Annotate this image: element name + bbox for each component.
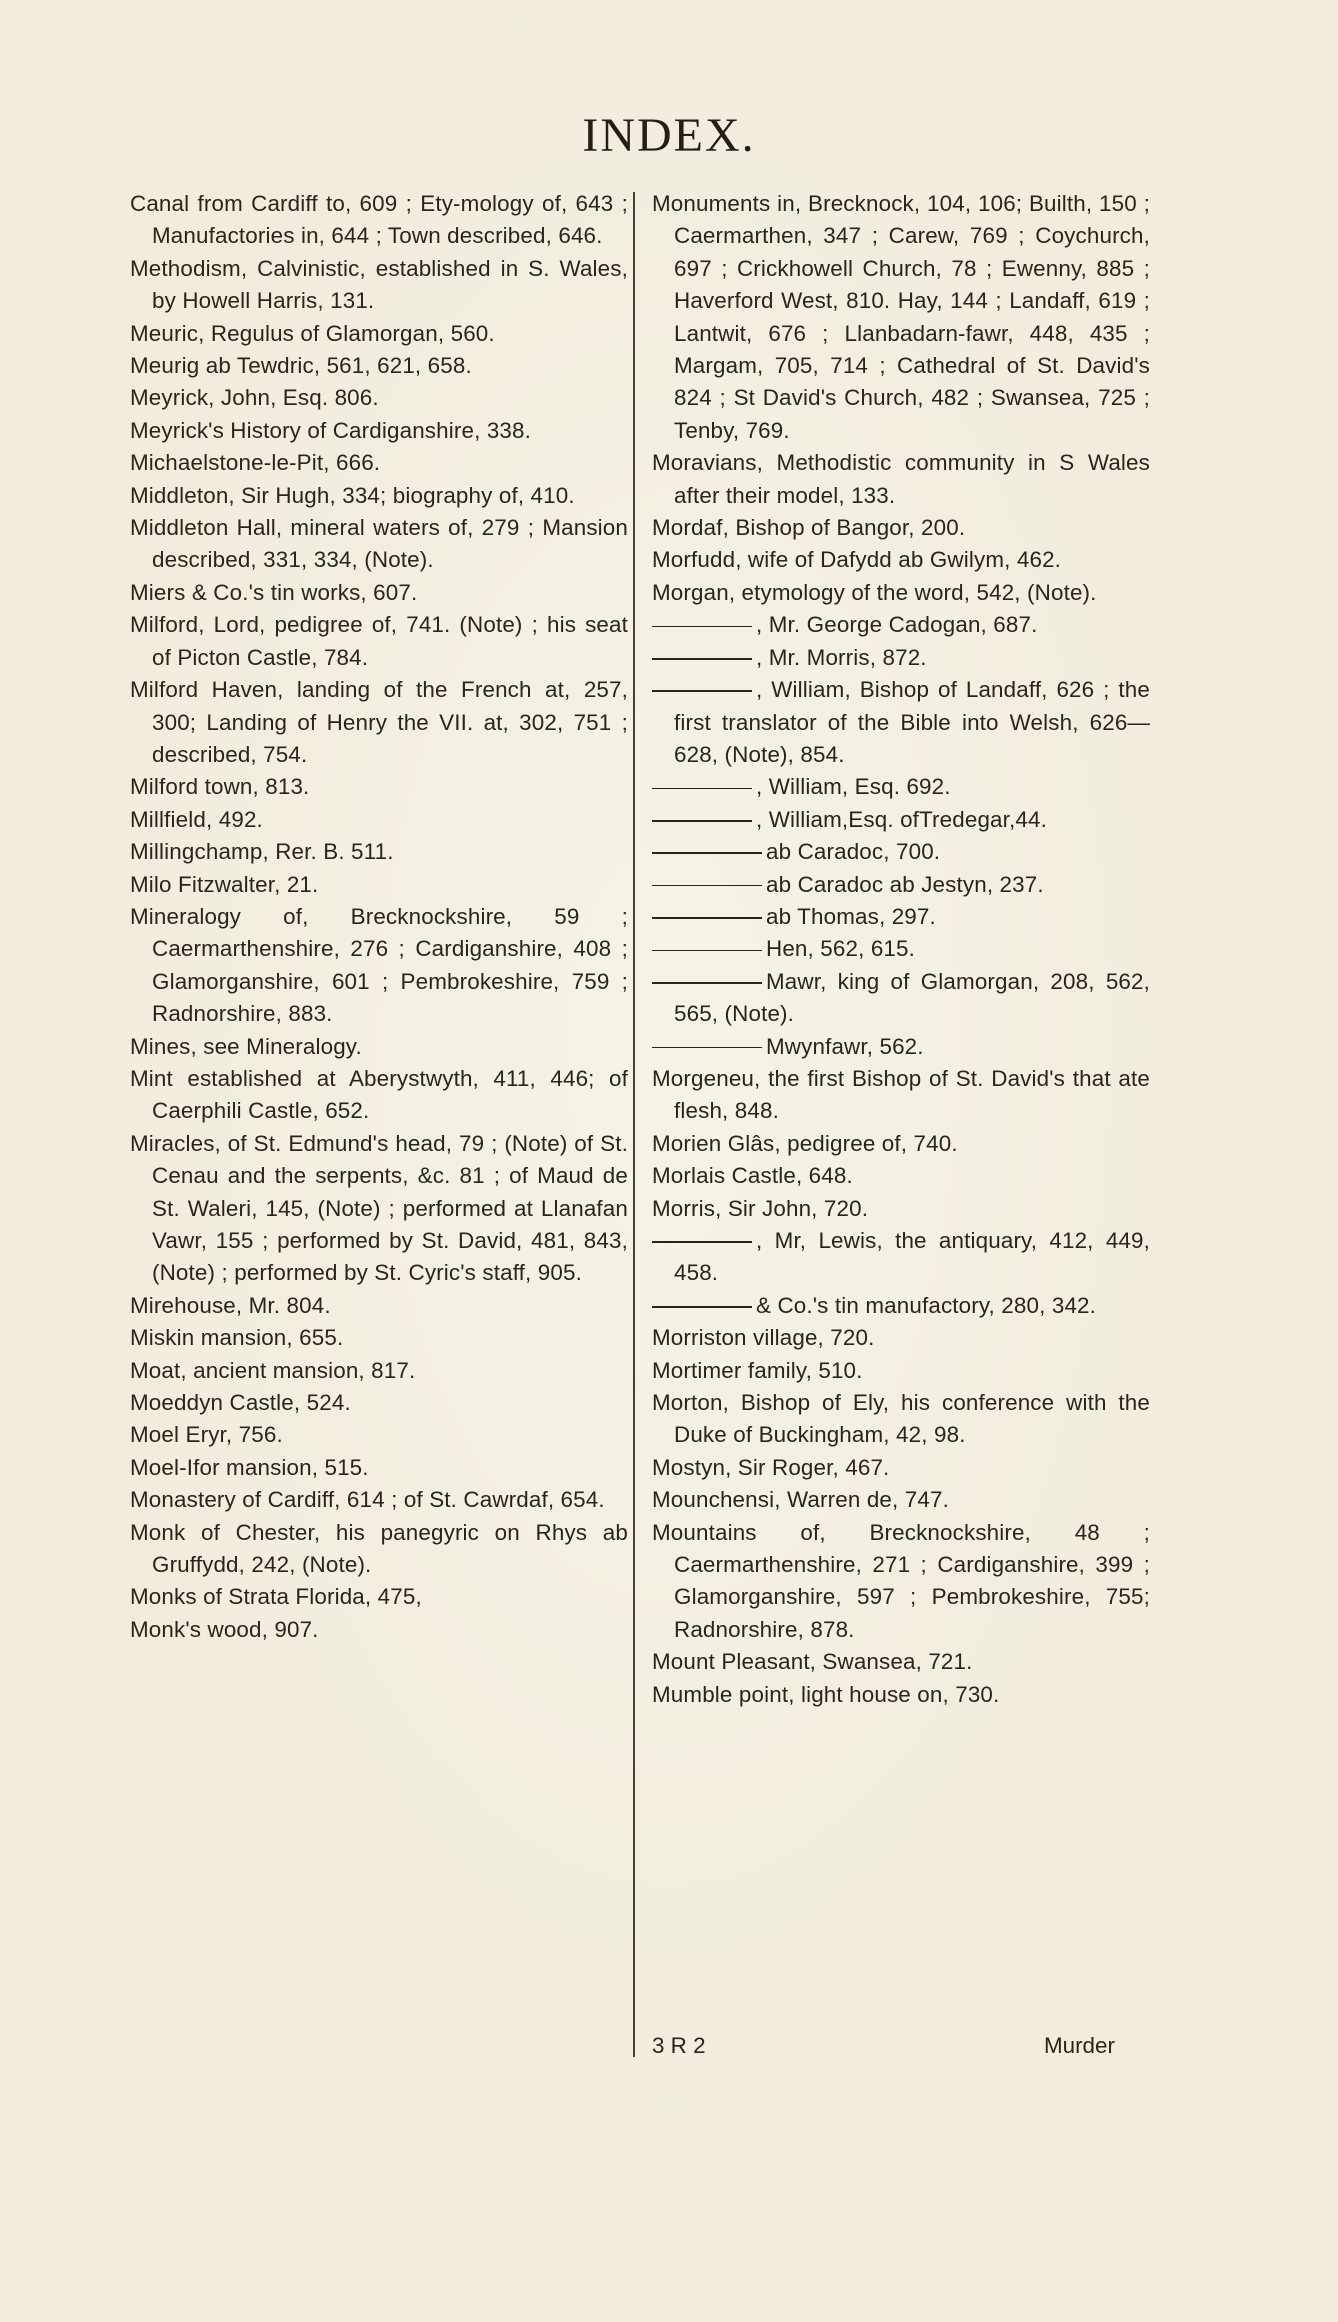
ditto-dash [652,950,762,952]
ditto-dash [652,1306,752,1308]
index-subentry [652,836,1150,868]
index-subentry [652,1225,1150,1290]
index-entry: Meuric, Regulus of Glamorgan, 560. [130,320,495,346]
index-entry [652,1063,1150,1128]
entry-text: Moravians, Methodistic community in S Wales after their model, 133. [652,450,1150,508]
index-entry: Meyrick, John, Esq. 806. [130,385,379,411]
index-entry: Monastery of Cardiff, 614 ; of St. Cawrdaf, 654. [130,1487,605,1513]
index-entry: Miskin mansion, 655. [130,1325,344,1351]
index-entry: Miers & Co.'s tin works, 607. [130,579,418,605]
entry-text: Mortimer family, 510. [652,1357,863,1383]
index-entry [652,1128,1150,1160]
entry-text: ab Thomas, 297. [766,903,936,929]
index-entry: Milford town, 813. [130,774,310,800]
index-entry: Middleton Hall, mineral waters of, 279 ; Mansion described, 331, 334, (Note). [130,515,628,573]
entry-text: Morton, Bishop of Ely, his conference with the Duke of Buckingham, 42, 98. [652,1390,1150,1448]
index-subentry [652,642,1150,674]
index-entry: Milford Haven, landing of the French at, 257, 300; Landing of Henry the VII. at, 302, 751 ; described, 754. [130,677,628,767]
index-entry: Moat, ancient mansion, 817. [130,1357,416,1383]
index-entry: Methodism, Calvinistic, established in S. Wales, by Howell Harris, 131. [130,255,628,314]
index-entry [652,544,1150,576]
index-entry [652,577,1150,609]
right-index-column [652,188,1150,1711]
index-entry: Millfield, 492. [130,806,263,832]
entry-text: Morien Glâs, pedigree of, 740. [652,1130,958,1156]
ditto-dash [652,917,762,919]
entry-text: Mumble point, light house on, 730. [652,1681,1000,1707]
index-subentry [652,771,1150,803]
entry-text: Mawr, king of Glamorgan, 208, 562, 565, (Note). [674,968,1150,1027]
index-subentry [652,1031,1150,1063]
index-entry [652,188,1150,447]
catchword: Murder [1044,2033,1115,2058]
index-entry: Mines, see Mineralogy. [130,1033,362,1059]
entry-text: , Mr. Morris, 872. [756,644,927,670]
index-entry: Mineralogy of, Brecknockshire, 59 ; Caermarthenshire, 276 ; Cardiganshire, 408 ; Glamorganshire, 601 ; Pembrokeshire, 759 ; Radnorshire, 883. [130,903,628,1027]
index-entry [652,1679,1150,1711]
index-entry [652,447,1150,512]
index-entry [652,1646,1150,1678]
index-entry: Meurig ab Tewdric, 561, 621, 658. [130,353,472,379]
index-entry [652,1387,1150,1452]
index-subentry [652,933,1150,965]
index-entry: Mirehouse, Mr. 804. [130,1292,331,1318]
entry-text: ab Caradoc, 700. [766,839,941,865]
signature-mark: 3 R 2 [652,2033,706,2058]
index-subentry [652,609,1150,641]
entry-text: & Co.'s tin manufactory, 280, 342. [756,1292,1097,1318]
index-subentry [652,804,1150,836]
entry-text: Mount Pleasant, Swansea, 721. [652,1649,973,1675]
index-entry: Monk of Chester, his panegyric on Rhys ab Gruffydd, 242, (Note). [130,1519,628,1578]
index-entry: Moel Eryr, 756. [130,1422,283,1448]
index-subentry [652,869,1150,901]
entry-text: Mwynfawr, 562. [766,1033,924,1059]
entry-text: , Mr, Lewis, the antiquary, 412, 449, 458. [674,1228,1150,1286]
index-subentry [652,674,1150,771]
ditto-dash [652,982,762,984]
entry-text: Morfudd, wife of Dafydd ab Gwilym, 462. [652,547,1062,573]
index-entry [652,1484,1150,1516]
ditto-dash [652,852,762,854]
index-entry: Milo Fitzwalter, 21. [130,871,319,897]
index-subentry [652,1290,1150,1322]
left-index-column [130,188,628,1646]
index-entry [652,1517,1150,1647]
entry-text: Morgan, etymology of the word, 542, (Note). [652,579,1097,605]
entry-text: Morgeneu, the first Bishop of St. David's that ate flesh, 848. [652,1065,1150,1124]
ditto-dash [652,1241,752,1243]
index-entry: Millingchamp, Rer. B. 511. [130,839,394,865]
index-subentry [652,966,1150,1031]
entry-text: Morlais Castle, 648. [652,1163,853,1189]
column-divider [633,192,635,2057]
entry-text: Mounchensi, Warren de, 747. [652,1487,949,1513]
index-subentry [652,901,1150,933]
index-entry: Mint established at Aberystwyth, 411, 446; of Caerphili Castle, 652. [130,1065,628,1124]
entry-text: , William,Esq. ofTredegar,44. [756,806,1047,832]
ditto-dash [652,820,752,822]
entry-text: Morriston village, 720. [652,1325,875,1351]
entry-text: Mostyn, Sir Roger, 467. [652,1454,890,1480]
index-entry [652,1193,1150,1225]
index-entry: Michaelstone-le-Pit, 666. [130,450,381,476]
entry-text: Mordaf, Bishop of Bangor, 200. [652,515,966,541]
index-entry: Milford, Lord, pedigree of, 741. (Note) ; his seat of Picton Castle, 784. [130,612,628,670]
ditto-dash [652,885,762,887]
index-entry [652,512,1150,544]
index-entry: Miracles, of St. Edmund's head, 79 ; (Note) of St. Cenau and the serpents, &c. 81 ; of Maud de St. Waleri, 145, (Note) ; performed at Llanafan Vawr, 155 ; performed by St. David, 481, 843, (Note) ; performed by St. Cyric's staff, 905. [130,1130,628,1286]
index-entry: Moel-Ifor mansion, 515. [130,1454,369,1480]
entry-text: Mountains of, Brecknockshire, 48 ; Caermarthenshire, 271 ; Cardiganshire, 399 ; Glamorganshire, 597 ; Pembrokeshire, 755; Radnorshire, 878. [652,1519,1150,1642]
index-entry: Monk's wood, 907. [130,1616,319,1642]
index-entry: Canal from Cardiff to, 609 ; Ety-mology of, 643 ; Manufactories in, 644 ; Town described, 646. [130,191,628,249]
index-entry: Monks of Strata Florida, 475, [130,1584,422,1610]
entry-text: ab Caradoc ab Jestyn, 237. [766,871,1044,897]
index-entry: Meyrick's History of Cardiganshire, 338. [130,417,532,443]
ditto-dash [652,690,752,692]
index-entry: Moeddyn Castle, 524. [130,1390,351,1416]
entry-text: Monuments in, Brecknock, 104, 106; Builth, 150 ; Caermarthen, 347 ; Carew, 769 ; Coychurch, 697 ; Crickhowell Church, 78 ; Ewenny, 885 ; Haverford West, 810. Hay, 144 ; Landaff, 619 ; Lantwit, 676 ; Llanbadarn-fawr, 448, 435 ; Margam, 705, 714 ; Cathedral of St. David's 824 ; St David's Church, 482 ; Swansea, 725 ; Tenby, 769. [652,191,1150,443]
entry-text: , William, Bishop of Landaff, 626 ; the first translator of the Bible into Welsh, 626—628, (Note), 854. [674,677,1150,767]
entry-text: Morris, Sir John, 720. [652,1195,869,1221]
ditto-dash [652,658,752,660]
entry-text: , William, Esq. 692. [756,774,951,800]
index-entry [652,1322,1150,1354]
entry-text: , Mr. George Cadogan, 687. [756,612,1038,638]
index-entry [652,1355,1150,1387]
ditto-dash [652,626,752,628]
entry-text: Hen, 562, 615. [766,936,915,962]
index-entry: Middleton, Sir Hugh, 334; biography of, 410. [130,482,575,508]
page-title: INDEX. [582,109,756,162]
index-entry [652,1452,1150,1484]
ditto-dash [652,1047,762,1049]
index-entry [652,1160,1150,1192]
ditto-dash [652,788,752,790]
